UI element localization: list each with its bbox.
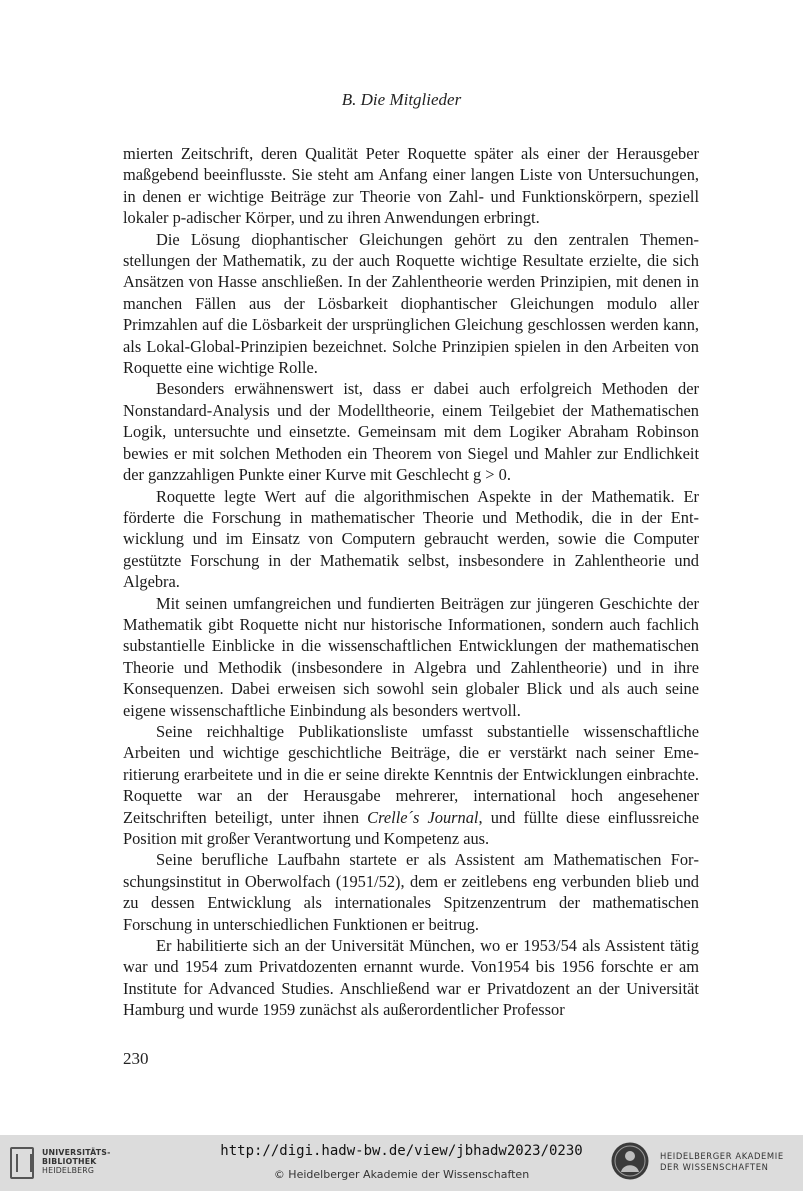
paragraph: Mit seinen umfangreichen und fundierten Beiträgen zur jüngeren Geschichte der Mathematik gibt Roquette nicht nur historische Informationen, sondern auch fachlich substantielle Einblicke in die wissenschaftlichen Entwicklungen der mathematischen Theorie und Methodik (insbesondere in Algebra und Zahlentheorie) und in ihre Konsequenzen. Dabei erweisen sich sowohl sein globaler Blick und als auch seine eigene wissenschaftliche Einbindung als besonders wertvoll. [123,593,699,720]
copyright: © Heidelberger Akademie der Wissenschaften [273,1168,530,1181]
paragraph: Seine berufliche Laufbahn startete er als Assistent am Mathematischen Forschungsinstitut in Oberwolfach (1951/52), dem er zeitlebens eng verbunden blieb und zu dessen Entwicklung als internationales Spitzenzentrum der mathematischen Forschung in unterschiedlichen Funktionen er beitrug. [123,850,699,934]
library-name-line: BIBLIOTHEK [42,1157,97,1166]
footer-bar [0,1135,803,1191]
permalink[interactable]: http://digi.hadw-bw.de/view/jbhadw2023/0230 [220,1143,583,1159]
academy-logo[interactable] [610,1141,795,1185]
page-number: 230 [123,1049,149,1068]
paragraph: Besonders erwähnenswert ist, dass er dabei auch erfolgreich Methoden der Nonstandard-Analysis und der Modelltheorie, einem Teilgebiet der Mathematischen Logik, untersuchte und einsetzte. Gemeinsam mit dem Logiker Abraham Robinson bewies er mit solchen Methoden ein Theorem von Siegel und Mahler zur Endlichkeit der ganzzahligen Punkte einer Kurve mit Geschlecht g > 0. [123,379,699,485]
paragraph [123,721,699,849]
paragraph: Er habilitierte sich an der Universität München, wo er 1953/54 als Assistent tätig war und 1954 zum Privatdozenten ernannt wurde. Von1954 bis 1956 forschte er am Institute for Advanced Studies. Anschließend war er Privatdozent an der Universität Hamburg und wurde 1959 zunächst als außerordentlicher Professor [123,936,699,1020]
paragraph: Die Lösung diophantischer Gleichungen gehört zu den zentralen Themenstellungen der Mathematik, zu der auch Roquette wichtige Resultate erzielte, die sich Ansätzen von Hasse anschließen. In der Zahlentheorie werden Prinzipien, mit denen in manchen Fällen aus der Lösbarkeit diophantischer Gleichungen modulo aller Primzahlen auf die Lösbarkeit der ursprünglichen Gleichung geschlossen werden kann, als Lokal-Global-Prinzipien bezeichnet. Solche Prinzipien spielen in den Arbeiten von Roquette eine wichtige Rolle. [123,229,699,378]
running-header: B. Die Mitglieder [341,90,462,109]
paragraph: Roquette legte Wert auf die algorithmischen Aspekte in der Mathematik. Er förderte die Forschung in mathematischer Theorie und Methodik, die in der Entwicklung und im Einsatz von Computern gebraucht werden, sowie die Computer gestützte Forschung in der Mathematik selbst, insbesondere in Zahlentheorie und Algebra. [123,486,699,592]
library-name-line: HEIDELBERG [42,1166,95,1175]
paragraph-text: Seine reichhaltige Publikationsliste umfasst substantielle wissenschaftliche Arbeiten und wichtige geschichtliche Beiträge, die er verstärkt nach seiner Emeritierung erarbeitete und in die er seine direkte Kenntnis der Entwicklungen einbrachte. Roquette war an der Herausgabe mehrerer, international hoch angesehener Zeitschriften beteiligt, unter ihnen [123,721,699,827]
academy-seal-icon [610,1141,650,1181]
body-text [123,143,699,1021]
paragraph-text: , und füllte diese einflussreiche Position mit großer Verantwortung und Kompetenz aus. [123,807,699,848]
academy-name-line: DER WISSENSCHAFTEN [660,1162,769,1172]
journal-title: Crelle´s Journal [367,807,479,827]
paragraph: mierten Zeitschrift, deren Qualität Peter Roquette später als einer der Herausgeber maßgebend beeinflusste. Sie steht am Anfang einer langen Liste von Untersuchungen, in denen er wichtige Beiträge zur Theorie von Zahl- und Funktionskörpern, speziell lokaler p-adischer Körper, und zu ihren Anwendungen erbringt. [123,144,699,228]
academy-name-line: HEIDELBERGER AKADEMIE [660,1151,784,1161]
library-name-line: UNIVERSITÄTS- [42,1148,111,1157]
academy-name [660,1151,784,1173]
